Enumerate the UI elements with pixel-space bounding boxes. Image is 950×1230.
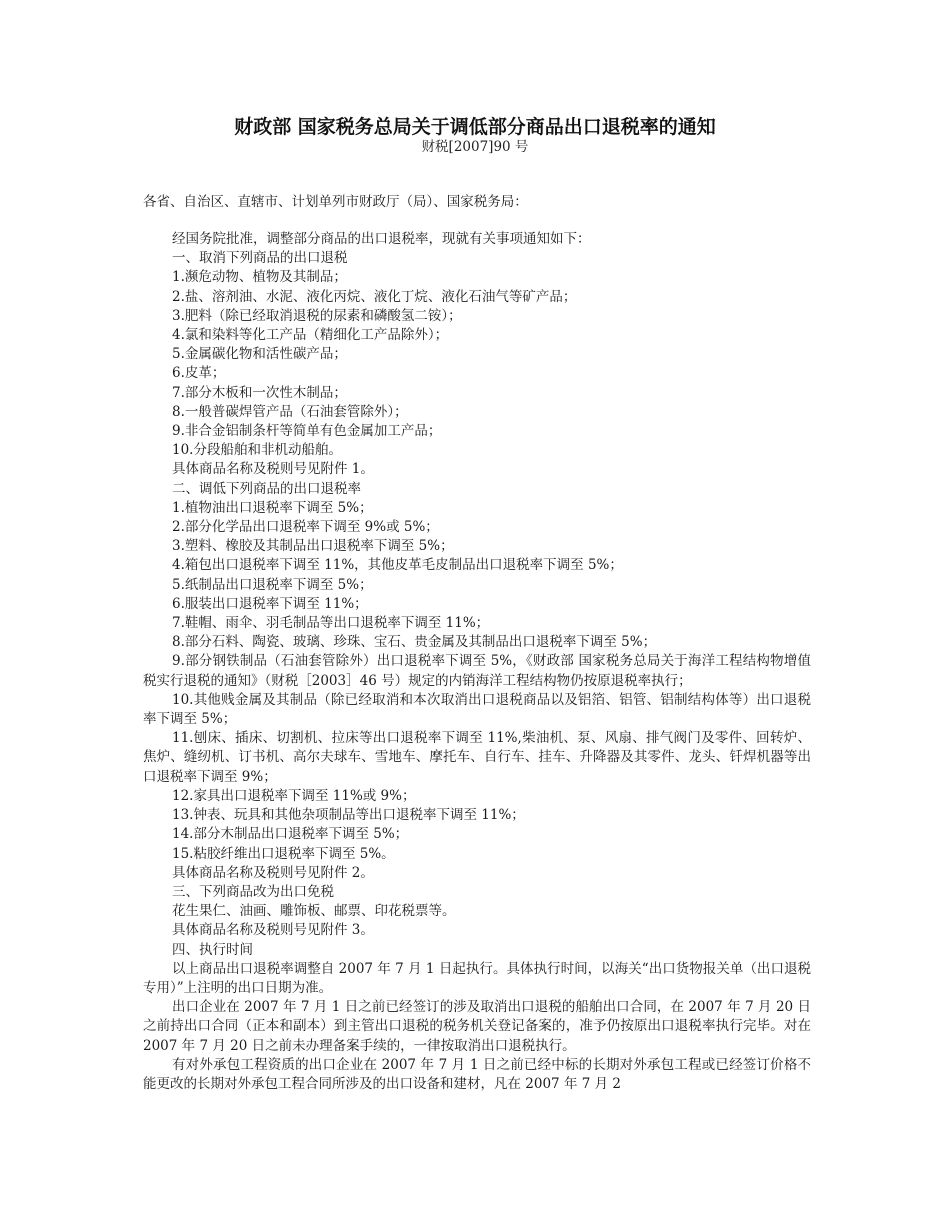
paragraph: 花生果仁、油画、雕饰板、邮票、印花税票等。	[172, 903, 456, 920]
list-item: 10.其他贱金属及其制品（除已经取消和本次取消出口退税商品以及铝箔、铝管、铝制结构体等）出口退税率下调至 5%；	[143, 691, 811, 728]
list-item: 9.部分钢铁制品（石油套管除外）出口退税率下调至 5%，《财政部 国家税务总局关于海洋工程结构物增值税实行退税的通知》（财税［2003］46 号）规定的内销海洋工程结构物仍按原退税率执行；	[143, 653, 811, 689]
list-item: 12.家具出口退税率下调至 11%或 9%；	[172, 787, 416, 804]
section-heading: 四、执行时间	[172, 941, 253, 958]
paragraph: 以上商品出口退税率调整自 2007 年 7 月 1 日起执行。具体执行时间，以海关“出口货物报关单（出口退税专用）”上注明的出口日期为准。	[143, 960, 811, 996]
document-body	[143, 230, 811, 1094]
section-heading: 二、调低下列商品的出口退税率	[172, 480, 361, 497]
attachment-note: 具体商品名称及税则号见附件 1。	[172, 461, 374, 478]
paragraph: 有对外承包工程资质的出口企业在 2007 年 7 月 1 日之前已经中标的长期对外承包工程或已经签订价格不能更改的长期对外承包工程合同所涉及的出口设备和建材，凡在 2007 年 7 月 2	[143, 1056, 811, 1092]
list-item: 9.非合金铝制条杆等简单有色金属加工产品；	[172, 423, 442, 440]
salutation: 各省、自治区、直辖市、计划单列市财政厅（局）、国家税务局：	[143, 194, 528, 210]
list-item: 10.分段船舶和非机动船舶。	[172, 442, 342, 459]
list-item: 6.皮革；	[172, 365, 226, 382]
list-item: 6.服装出口退税率下调至 11%；	[172, 595, 368, 612]
document-number: 财税[2007]90 号	[421, 139, 529, 155]
section-heading: 一、取消下列商品的出口退税	[172, 250, 348, 267]
list-item: 7.部分木板和一次性木制品；	[172, 384, 347, 401]
list-item: 5.纸制品出口退税率下调至 5%；	[172, 576, 373, 593]
list-item: 3.肥料（除已经取消退税的尿素和磷酸氢二铵）；	[172, 307, 462, 324]
document-title: 财政部 国家税务总局关于调低部分商品出口退税率的通知	[234, 116, 716, 138]
list-item: 14.部分木制品出口退税率下调至 5%；	[172, 826, 409, 843]
list-item: 4.箱包出口退税率下调至 11%，其他皮革毛皮制品出口退税率下调至 5%；	[172, 557, 623, 574]
section-heading: 三、下列商品改为出口免税	[172, 883, 334, 900]
list-item: 5.金属碳化物和活性碳产品；	[172, 346, 347, 363]
list-item: 1.植物油出口退税率下调至 5%；	[172, 499, 373, 516]
paragraph: 出口企业在 2007 年 7 月 1 日之前已经签订的涉及取消出口退税的船舶出口合同，在 2007 年 7 月 20 日之前持出口合同（正本和副本）到主管出口退税的税务机关登记备案的，准予仍按原出口退税率执行完毕。对在 2007 年 7 月 20 日之前未办理备案手续的，一律按取消出口退税执行。	[143, 999, 811, 1054]
list-item: 2.部分化学品出口退税率下调至 9%或 5%；	[172, 519, 439, 536]
list-item: 2.盐、溶剂油、水泥、液化丙烷、液化丁烷、液化石油气等矿产品；	[172, 288, 577, 305]
list-item: 11.刨床、插床、切割机、拉床等出口退税率下调至 11%,柴油机、泵、风扇、排气阀门及零件、回转炉、焦炉、缝纫机、订书机、高尔夫球车、雪地车、摩托车、自行车、挂车、升降器及其零件、龙头、钎焊机器等出口退税率下调至 9%；	[143, 730, 811, 785]
list-item: 8.一般普碳焊管产品（石油套管除外）；	[172, 403, 408, 420]
paragraph: 经国务院批准，调整部分商品的出口退税率，现就有关事项通知如下：	[172, 231, 591, 247]
list-item: 7.鞋帽、雨伞、羽毛制品等出口退税率下调至 11%；	[172, 615, 490, 632]
list-item: 3.塑料、橡胶及其制品出口退税率下调至 5%；	[172, 538, 454, 555]
list-item: 13.钟表、玩具和其他杂项制品等出口退税率下调至 11%；	[172, 807, 525, 824]
attachment-note: 具体商品名称及税则号见附件 2。	[172, 864, 374, 881]
attachment-note: 具体商品名称及税则号见附件 3。	[172, 922, 374, 939]
list-item: 1.濒危动物、植物及其制品；	[172, 269, 347, 286]
list-item: 15.粘胶纤维出口退税率下调至 5%。	[172, 845, 395, 862]
list-item: 4.氯和染料等化工产品（精细化工产品除外）；	[172, 327, 449, 344]
list-item: 8.部分石料、陶瓷、玻璃、珍珠、宝石、贵金属及其制品出口退税率下调至 5%；	[172, 634, 657, 651]
